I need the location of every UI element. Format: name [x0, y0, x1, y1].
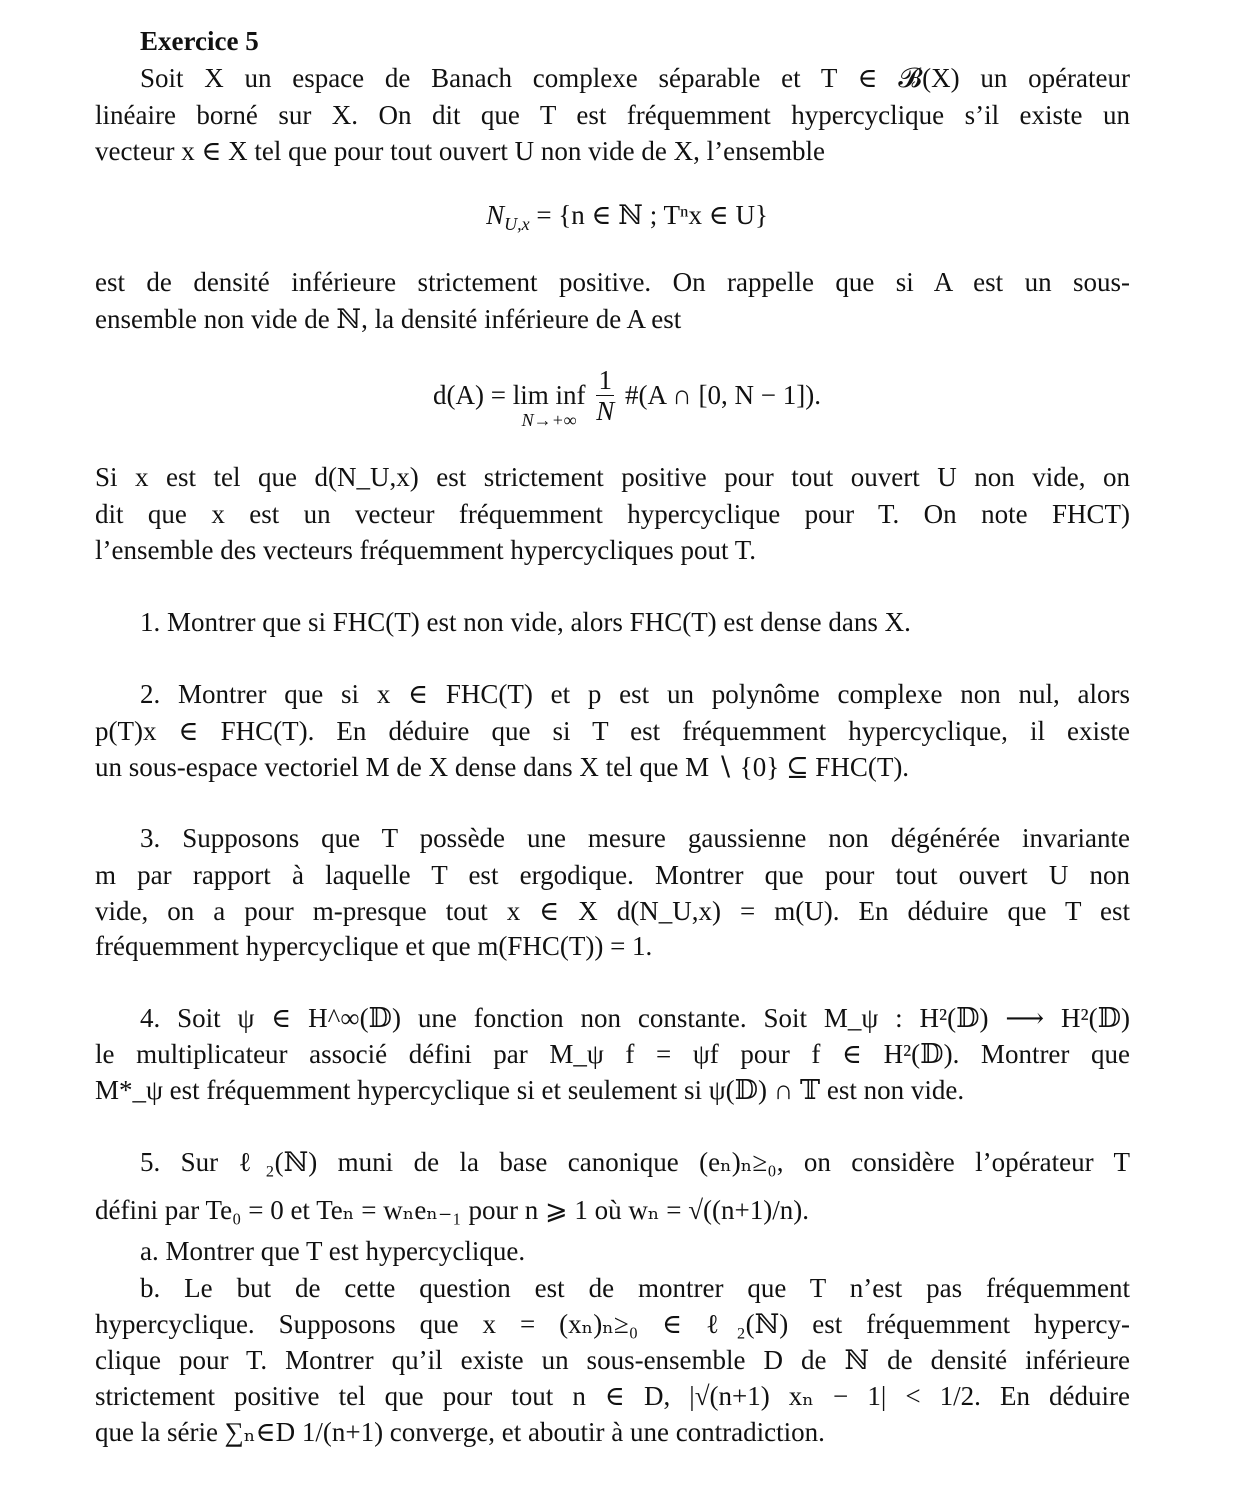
fraction-den: N	[596, 396, 615, 426]
display-formula-density	[0, 362, 1254, 429]
formula-rhs: = {n ∈ ℕ ; Tⁿx ∈ U}	[529, 200, 768, 230]
definition-line: Si x est tel que d(N_U,x) est strictement positive pour tout ouvert U non vide, on	[95, 462, 1130, 492]
definition-line: dit que x est un vecteur fréquemment hypercyclique pour T. On note FHCT)	[95, 499, 1130, 529]
question-5-line: 5. Sur ℓ₂(ℕ) muni de la base canonique (eₙ)ₙ≥₀, on considère l’opérateur T	[140, 1147, 1130, 1177]
formula-lhs: d(A) =	[433, 380, 513, 410]
question-3-line: m par rapport à laquelle T est ergodique. Montrer que pour tout ouvert U non	[95, 860, 1130, 890]
question-2-line: p(T)x ∈ FHC(T). En déduire que si T est fréquemment hypercyclique, il existe	[95, 716, 1130, 746]
question-3-line: 3. Supposons que T possède une mesure gaussienne non dégénérée invariante	[140, 823, 1130, 853]
formula-lhs: N	[486, 200, 505, 230]
question-4-line: le multiplicateur associé défini par M_ψ f = ψf pour f ∈ H²(𝔻). Montrer que	[95, 1039, 1130, 1069]
intro-line: vecteur x ∈ X tel que pour tout ouvert U non vide de X, l’ensemble	[95, 136, 826, 166]
question-5b-line: que la série ∑ₙ∈D 1/(n+1) converge, et aboutir à une contradiction.	[95, 1417, 825, 1447]
question-4-line: M*_ψ est fréquemment hypercyclique si et seulement si ψ(𝔻) ∩ 𝕋 est non vide.	[95, 1075, 965, 1105]
fraction-num: 1	[596, 365, 614, 396]
question-4-line: 4. Soit ψ ∈ H^∞(𝔻) une fonction non constante. Soit M_ψ : H²(𝔻) ⟶ H²(𝔻)	[140, 1003, 1130, 1033]
formula-sub: U,x	[504, 214, 530, 234]
density-line: est de densité inférieure strictement positive. On rappelle que si A est un sous-	[95, 267, 1130, 297]
question-2-line: un sous-espace vectoriel M de X dense dans X tel que M ∖ {0} ⊆ FHC(T).	[95, 752, 910, 782]
question-3-line: vide, on a pour m-presque tout x ∈ X d(N_U,x) = m(U). En déduire que T est	[95, 896, 1130, 926]
question-5a: a. Montrer que T est hypercyclique.	[140, 1236, 526, 1266]
display-formula-N	[0, 200, 1254, 235]
question-2-line: 2. Montrer que si x ∈ FHC(T) et p est un polynôme complexe non nul, alors	[140, 679, 1130, 709]
question-5b-line: clique pour T. Montrer qu’il existe un sous-ensemble D de ℕ de densité inférieure	[95, 1345, 1130, 1375]
formula-rhs: #(A ∩ [0, N − 1]).	[625, 380, 821, 410]
question-5b-line: hypercyclique. Supposons que x = (xₙ)ₙ≥₀ ∈ ℓ₂(ℕ) est fréquemment hypercy-	[95, 1309, 1130, 1339]
question-5b-line: strictement positive tel que pour tout n ∈ D, |√(n+1) xₙ − 1| < 1/2. En déduire	[95, 1381, 1130, 1411]
question-5-line: défini par Te₀ = 0 et Teₙ = wₙeₙ₋₁ pour n ⩾ 1 où wₙ = √((n+1)/n).	[95, 1195, 809, 1225]
liminf: lim inf	[512, 380, 586, 410]
question-5b-line: b. Le but de cette question est de montrer que T n’est pas fréquemment	[140, 1273, 1130, 1303]
density-line: ensemble non vide de ℕ, la densité inférieure de A est	[95, 304, 682, 334]
question-1: 1. Montrer que si FHC(T) est non vide, alors FHC(T) est dense dans X.	[140, 607, 911, 637]
intro-line: linéaire borné sur X. On dit que T est fréquemment hypercyclique s’il existe un	[95, 100, 1130, 130]
exercise-title: Exercice 5	[140, 26, 259, 56]
liminf-under: N→+∞	[521, 410, 577, 430]
intro-line: Soit X un espace de Banach complexe séparable et T ∈ 𝓑(X) un opérateur	[140, 63, 1130, 93]
definition-line: l’ensemble des vecteurs fréquemment hypercycliques pout T.	[95, 535, 757, 565]
question-3-line: fréquemment hypercyclique et que m(FHC(T)) = 1.	[95, 931, 653, 961]
